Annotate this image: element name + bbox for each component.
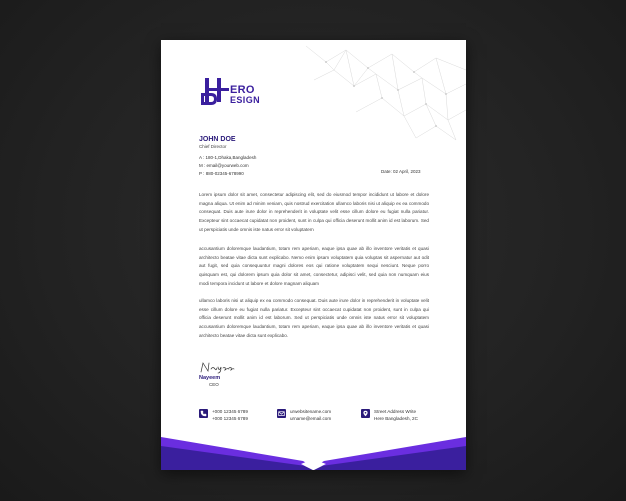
- logo-word-bottom: ESIGN: [230, 95, 261, 105]
- location-icon: [361, 409, 370, 418]
- sender-title: Chief Director: [199, 144, 227, 149]
- footer-address: [361, 409, 418, 422]
- contact-prefix: M :: [199, 163, 206, 168]
- mail-icon: [277, 409, 286, 418]
- body-paragraph: Lorem ipsum dolor sit amet, consectetur adipiscing elit, sed do eiusmod tempor incididunt ut labore et dolore magna aliqua. Ut enim ad minim veniam, quis nostrud exercitation ullamco laboris nisi ut aliquip ex ea commodo consequat. Duis aute irure dolor in reprehenderit in voluptate velit esse cillum dolore eu fugiat nulla pariatur. Excepteur sint occaecat cupidatat non proident, sunt in culpa qui officia deserunt mollit anim id est laborum. Sed ut perspiciatis unde omnis iste natus error sit voluptatem: [199, 192, 429, 232]
- footer-email: urname@email.com: [290, 415, 332, 421]
- footer-phone-line: +000 12345 6789: [212, 415, 248, 421]
- footer-website: urwebsitename.com: [290, 409, 332, 414]
- letterhead-sheet: [161, 40, 466, 470]
- contact-email: [199, 163, 249, 168]
- contact-value: 180-1,Dhaka,Bangladesh: [205, 155, 257, 160]
- contact-value: email@yourweb.com: [206, 163, 249, 168]
- footer-address-line: Street Address Write: [374, 409, 417, 414]
- footer-web: [277, 409, 331, 422]
- company-logo: [199, 76, 269, 108]
- sender-name: JOHN DOE: [199, 136, 236, 143]
- footer-address-line: Here Bangladesh, 2C: [374, 415, 418, 421]
- contact-phone: [199, 171, 244, 176]
- footer-wave-band: [161, 437, 466, 470]
- signatory-title: CEO: [209, 382, 219, 387]
- letter-date: Date: 02 April, 2023: [381, 169, 421, 174]
- body-paragraph: ullamco laboris nisi ut aliquip ex ea commodo consequat. Duis aute irure dolor in reprehenderit in voluptate velit esse cillum dolore eu fugiat nulla pariatur. Excepteur sint occaecat cupidatat non proident, sunt in culpa qui officia deserunt mollit anim id est laborum. Sed ut perspiciatis unde omnis iste natus error sit voluptatem accusantium doloremque laudantium, totam rem aperiam, eaque ipsa quae ab illo inventore veritatis et quasi architecto beatae vitae dicta sunt explicabo.: [199, 298, 429, 338]
- footer-phone: [199, 409, 248, 422]
- logo-mark-icon: [199, 76, 231, 106]
- contact-prefix: A :: [199, 155, 205, 160]
- contact-address: [199, 155, 256, 160]
- body-paragraph: accusantium doloremque laudantium, totam rem aperiam, eaque ipsa quae ab illo inventore veritatis et quasi architecto beatae vitae dicta sunt explicabo. Nemo enim ipsam voluptatem quia voluptas sit aspernatur aut odit aut fugit, sed quia consequuntur magni dolores eos qui ratione voluptatem sequi nesciunt. Neque porro quisquam est, qui dolorem ipsum quia dolor sit amet, consectetur, adipisci velit, sed quia non numquam eius modi tempora incidunt ut labore et dolore magnam aliquam: [199, 246, 429, 286]
- contact-prefix: P :: [199, 171, 205, 176]
- signatory-name: Nayeem: [199, 375, 221, 381]
- polygon-network-pattern: [306, 40, 466, 145]
- footer-phone-line: +000 12345 6789: [212, 409, 248, 414]
- contact-value: 880-02345-678990: [205, 171, 244, 176]
- logo-word-top: ERO: [230, 84, 255, 96]
- handwritten-signature: [199, 360, 235, 374]
- phone-icon: [199, 409, 208, 418]
